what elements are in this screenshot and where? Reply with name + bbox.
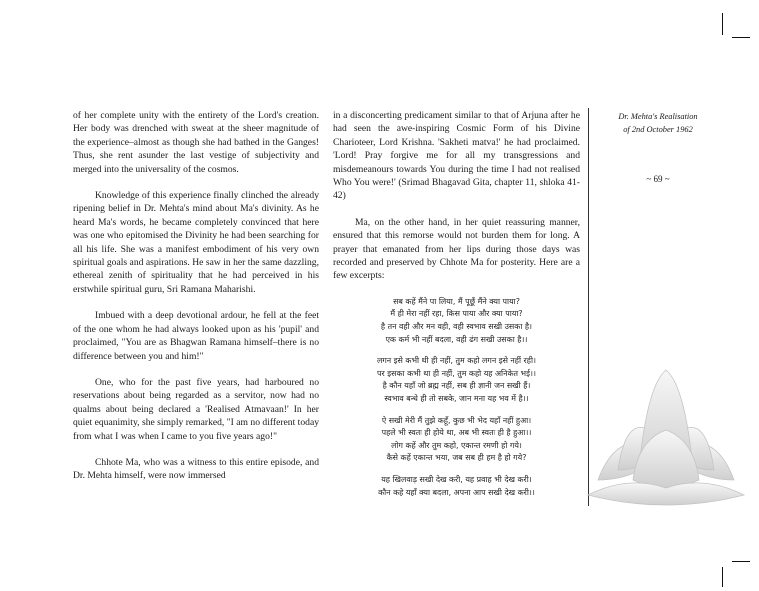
verse-line: यह खिलवाड़ सखी देख करी, यह प्रवाह भी देख करी। <box>381 475 532 484</box>
verse-line: लोग कहें और तुम कहो, एकान्त रमणी हो गये। <box>391 440 522 450</box>
hindi-stanza <box>333 415 580 465</box>
paragraph: Ma, on the other hand, in her quiet reassuring manner, ensured that this remorse would not burden them for long. A prayer that emanated from her lips during those days was recorded and preserved by Chhote Ma for posterity. Here are a few excerpts: <box>333 216 580 282</box>
paragraph: One, who for the past five years, had harboured no reservations about being regarded as a servitor, now had no qualms about being declared a 'Realised Atmavaan!' In her quiet equanimity, she simply remarked, "I am no different today from what I was when I came to you five years ago!" <box>73 376 319 442</box>
verse-line: लगन इसे कभी थी ही नहीं, तुम कहो लगन इसे नहीं रही। <box>376 356 537 366</box>
verse-line: पहले भी स्वतः ही होये था, अब भी स्वतः ही है हुआ।। <box>381 428 532 438</box>
caption-line: of 2nd October 1962 <box>623 125 693 134</box>
left-text-column <box>73 109 319 496</box>
verse-line: है कौन यहाँ जो ब्रह्म नहीं, सब ही ज्ञानी जन सखी हैं। <box>382 381 531 391</box>
verse-line: सब कहें मैंने पा लिया, मैं पूछूँ मैंने क्या पाया? <box>393 296 520 306</box>
verse-line: मैं ही मेरा नहीं रहा, किस पाया और क्या पाया? <box>390 309 523 319</box>
crop-mark-top-horizontal <box>732 37 750 38</box>
verse-line: एक कर्म भी नहीं बदला, वही ढंग सखी उसका है।। <box>385 334 528 344</box>
verse-line: ऐ सखी मेरी मैं तुझे कहूँ, कुछ भी भेद यहाँ नहीं हुआ। <box>381 415 532 425</box>
hindi-stanza <box>333 474 580 499</box>
verse-line: है तन वही और मन वही, वही स्वभाव सखी उसका है। <box>380 322 533 332</box>
paragraph: Chhote Ma, who was a witness to this entire episode, and Dr. Mehta himself, were now immersed <box>73 456 319 482</box>
paragraph: of her complete unity with the entirety of the Lord's creation. Her body was drenched with sweat at the sheer magnitude of the experience–almost as though she had bathed in the Ganges! Thus, she rent asunder the last vestige of subjectivity and merged into the universality of the cosmos. <box>73 110 319 175</box>
middle-text-column <box>333 109 580 508</box>
lotus-flower-icon <box>578 330 754 520</box>
verse-line: कौन कहे यहाँ क्या बदला, अपना आप सखी देख करी।। <box>378 487 535 497</box>
hindi-stanza <box>333 355 580 405</box>
paragraph: Imbued with a deep devotional ardour, he fell at the feet of the one whom he had always looked upon as his 'pupil' and proclaimed, "You are as Bhagwan Ramana himself–there is no difference between you and him!" <box>73 310 319 362</box>
verse-line: कैसे कहें एकान्त भया, जब सब ही हम है हो गये? <box>386 453 527 463</box>
crop-mark-bottom-vertical <box>722 567 723 587</box>
paragraph: in a disconcerting predicament similar to that of Arjuna after he had seen the awe-inspiring Cosmic Form of his Divine Charioteer, Lord Krishna. 'Sakheti matva!' he had proclaimed. 'Lord! Pray forgive me for all my transgressions and misdemeanours towards You during the time I had not realised Who You were!' (Srimad Bhagavad Gita, chapter 11, shloka 41-42) <box>333 110 580 202</box>
paragraph: Knowledge of this experience finally clinched the already ripening belief in Dr. Mehta's mind about Ma's divinity. As he heard Ma's words, he became completely convinced that here was one who epitomised the Divinity he had been searching for all his life. She was a manifest embodiment of his very own spiritual goals and aspirations. He saw in her the same dazzling, ethereal zenith of spirituality that he had perceived in his erstwhile spiritual guru, Sri Ramana Maharishi. <box>73 190 319 295</box>
page-number: ~ 69 ~ <box>646 174 670 184</box>
hindi-stanza <box>333 296 580 346</box>
crop-mark-bottom-horizontal <box>732 561 750 562</box>
verse-line: पर इसका कभी था ही नहीं, तुम कहो यह अनिकेत भई।। <box>377 368 536 378</box>
verse-line: स्वभाव बन्धे ही तो सबके, जान मना यह भव में है।। <box>384 394 529 404</box>
crop-mark-top-vertical <box>722 13 723 35</box>
side-caption <box>596 110 720 136</box>
caption-line: Dr. Mehta's Realisation <box>618 112 698 121</box>
